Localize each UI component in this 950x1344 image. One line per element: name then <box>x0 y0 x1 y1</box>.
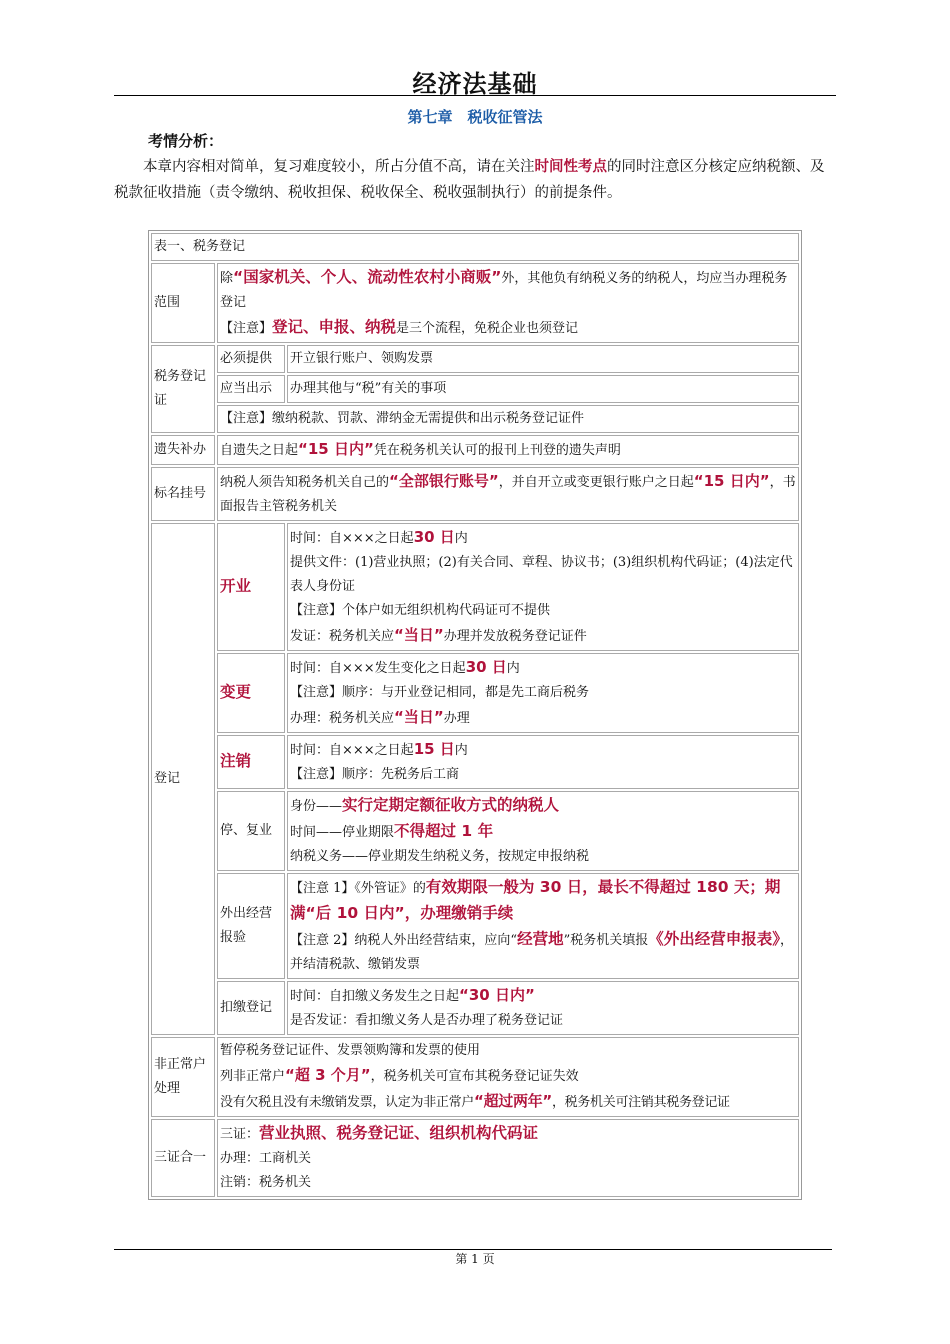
scope-text-after: 外，其他负有纳税义务的纳税人，均应当办理税务登记 <box>220 271 788 310</box>
scope-text: 除 <box>220 271 234 286</box>
highlight: 不得超过 1 年 <box>394 822 494 840</box>
highlight: “当日” <box>394 626 444 644</box>
lost-text: 自遗失之日起 <box>220 443 299 458</box>
text: 时间：自×××发生变化之日起 <box>290 661 466 676</box>
analysis-text-before: 本章内容相对简单，复习难度较小，所占分值不高，请在关注 <box>143 159 535 175</box>
three-line-2: 办理：工商机关 <box>220 1151 312 1166</box>
text: 办理：税务机关应 <box>290 711 395 726</box>
highlight: 营业执照、税务登记证、组织机构代码证 <box>259 1124 539 1142</box>
note-tag: 【注意】 <box>220 321 273 336</box>
highlight: “当日” <box>394 708 444 726</box>
analysis-text-after: 的同时注意区分核定应纳税额、及税款征收措施（责令缴纳、税收担保、税收保全、税收强制执行）的前提条件。 <box>114 159 825 201</box>
text: 时间：自×××之日起 <box>290 743 414 758</box>
reg-cancel-time <box>290 737 796 763</box>
reg-withhold-content <box>287 981 799 1035</box>
text: ，税务机关可注销其税务登记证 <box>551 1095 730 1110</box>
row-label-abnormal: 非正常户处理 <box>151 1037 215 1117</box>
reg-suspend-duty: 纳税义务——停业期发生纳税义务，按规定申报纳税 <box>290 849 590 864</box>
text: 办理并发放税务登记证件 <box>443 629 587 644</box>
table-row-reg-cancel <box>151 735 799 789</box>
highlight: 30 日 <box>465 658 507 676</box>
table-row-scope <box>151 263 799 343</box>
reg-change-content <box>287 653 799 733</box>
reg-change-label: 变更 <box>220 683 252 701</box>
table-row-reg-outside <box>151 873 799 979</box>
text: 列非正常户 <box>220 1069 286 1084</box>
highlight: 30 日 <box>413 528 455 546</box>
bank-text: 纳税人须告知税务机关自己的 <box>220 475 390 490</box>
reg-open-content <box>287 523 799 651</box>
reg-change-note: 【注意】顺序：与开业登记相同，都是先工商后税务 <box>290 685 590 700</box>
row-label-lost: 遗失补办 <box>151 435 215 465</box>
lost-highlight: “15 日内” <box>298 440 374 458</box>
text: 时间：自×××之日起 <box>290 531 414 546</box>
scope-content <box>217 263 799 343</box>
row-label-cert: 税务登记证 <box>151 345 215 433</box>
bank-content <box>217 467 799 521</box>
table-row-lost <box>151 435 799 465</box>
three-line-1 <box>220 1121 796 1147</box>
reg-outside-note-1 <box>290 875 796 927</box>
reg-change-key <box>217 653 285 733</box>
page-number: 第 1 页 <box>455 1252 495 1266</box>
row-label-bank: 标名挂号 <box>151 467 215 521</box>
reg-open-key <box>217 523 285 651</box>
cert-value-1: 开立银行账户、领购发票 <box>287 345 799 373</box>
analysis-highlight: 时间性考点 <box>534 159 607 175</box>
table-row-reg-suspend <box>151 791 799 871</box>
tax-registration-table <box>148 230 802 1200</box>
reg-suspend-key: 停、复业 <box>217 791 285 871</box>
text: 没有欠税且没有未缴销发票，认定为非正常户 <box>220 1095 475 1110</box>
scope-note-text: 是三个流程，免税企业也须登记 <box>396 321 579 336</box>
reg-outside-note-2 <box>290 927 796 977</box>
bank-text-2: ，并自开立或变更银行账户之日起 <box>498 475 694 490</box>
reg-suspend-time <box>290 819 796 845</box>
lost-text-after: 凭在税务机关认可的报刊上刊登的遗失声明 <box>373 443 621 458</box>
three-content <box>217 1119 799 1197</box>
highlight: 《外出经营申报表》 <box>648 930 780 948</box>
table-row-reg-withhold <box>151 981 799 1035</box>
cert-note: 【注意】缴纳税款、罚款、滞纳金无需提供和出示税务登记证件 <box>217 405 799 433</box>
highlight: 15 日 <box>413 740 455 758</box>
highlight: 有效期限一般为 30 日，最长不得超过 180 天；期满“后 10 日内”，办理缴销手续 <box>290 878 781 922</box>
text: 时间：自扣缴义务发生之日起 <box>290 989 460 1004</box>
cert-value-2: 办理其他与“税”有关的事项 <box>287 375 799 403</box>
reg-suspend-content <box>287 791 799 871</box>
chapter-heading: 第七章 税收征管法 <box>407 108 543 126</box>
text: 身份—— <box>290 799 343 814</box>
reg-open-label: 开业 <box>220 577 252 595</box>
highlight: “30 日内” <box>459 986 535 1004</box>
page-title: 经济法基础 <box>412 70 538 98</box>
text: ，税务机关可宣布其税务登记证失效 <box>370 1069 579 1084</box>
cert-key-1: 必须提供 <box>217 345 285 373</box>
highlight: “超 3 个月” <box>285 1066 371 1084</box>
abnormal-line-2 <box>220 1063 796 1089</box>
scope-note-highlight: 登记、申报、纳税 <box>272 318 397 336</box>
reg-cancel-key <box>217 735 285 789</box>
reg-outside-key: 外出经营报验 <box>217 873 285 979</box>
text: 发证：税务机关应 <box>290 629 395 644</box>
row-label-scope: 范围 <box>151 263 215 343</box>
reg-change-time <box>290 655 796 681</box>
table-row-bank <box>151 467 799 521</box>
table-row-abnormal <box>151 1037 799 1117</box>
table-row <box>151 233 799 261</box>
three-line-3: 注销：税务机关 <box>220 1175 312 1190</box>
text: 时间——停业期限 <box>290 825 395 840</box>
highlight: 实行定期定额征收方式的纳税人 <box>342 796 560 814</box>
table-row-three <box>151 1119 799 1197</box>
reg-suspend-id <box>290 793 796 819</box>
bank-highlight-2: “15 日内” <box>693 472 770 490</box>
reg-withhold-key: 扣缴登记 <box>217 981 285 1035</box>
reg-cancel-note: 【注意】顺序：先税务后工商 <box>290 767 460 782</box>
text: 内 <box>454 743 468 758</box>
scope-note <box>220 315 796 341</box>
table-row-cert <box>151 405 799 433</box>
highlight: “超过两年” <box>474 1092 552 1110</box>
lost-content <box>217 435 799 465</box>
analysis-paragraph <box>114 154 838 206</box>
table-caption: 表一、税务登记 <box>151 233 799 261</box>
scope-line-1 <box>220 265 796 315</box>
highlight: 经营地 <box>517 930 564 948</box>
table-row-cert <box>151 345 799 373</box>
reg-cancel-label: 注销 <box>220 752 252 770</box>
abnormal-line-3 <box>220 1089 796 1115</box>
text: 【注意 2】纳税人外出经营结束，应向“ <box>290 933 518 948</box>
row-label-reg: 登记 <box>151 523 215 1035</box>
table-row-reg-change <box>151 653 799 733</box>
text: 【注意 1】《外管证》的 <box>290 881 426 896</box>
reg-withhold-issue: 是否发证：看扣缴义务人是否办理了税务登记证 <box>290 1013 564 1028</box>
row-label-three: 三证合一 <box>151 1119 215 1197</box>
scope-highlight: “国家机关、个人、流动性农村小商贩” <box>233 268 502 286</box>
cert-key-2: 应当出示 <box>217 375 285 403</box>
text: 内 <box>506 661 520 676</box>
reg-cancel-content <box>287 735 799 789</box>
text: 三证： <box>220 1127 260 1142</box>
reg-change-proc <box>290 705 796 731</box>
text: 内 <box>454 531 468 546</box>
reg-open-docs: 提供文件：(1)营业执照；(2)有关合同、章程、协议书；(3)组织机构代码证；(4)法定代表人身份证 <box>290 555 793 594</box>
abnormal-line-1: 暂停税务登记证件、发票领购簿和发票的使用 <box>220 1043 481 1058</box>
text: 办理 <box>443 711 470 726</box>
analysis-heading: 考情分析： <box>148 132 224 150</box>
bank-highlight-1: “全部银行账号” <box>389 472 499 490</box>
text: ”税务机关填报 <box>563 933 649 948</box>
table-row-reg-open <box>151 523 799 651</box>
bank-text-3: ，书面报告主管税务机关 <box>220 475 796 514</box>
reg-open-time <box>290 525 796 551</box>
table-row-cert <box>151 375 799 403</box>
reg-open-note: 【注意】个体户如无组织机构代码证可不提供 <box>290 603 551 618</box>
reg-withhold-time <box>290 983 796 1009</box>
reg-open-issue <box>290 623 796 649</box>
title-divider <box>114 95 836 96</box>
abnormal-content <box>217 1037 799 1117</box>
text: ，并结清税款、缴销发票 <box>290 933 794 972</box>
reg-outside-content <box>287 873 799 979</box>
